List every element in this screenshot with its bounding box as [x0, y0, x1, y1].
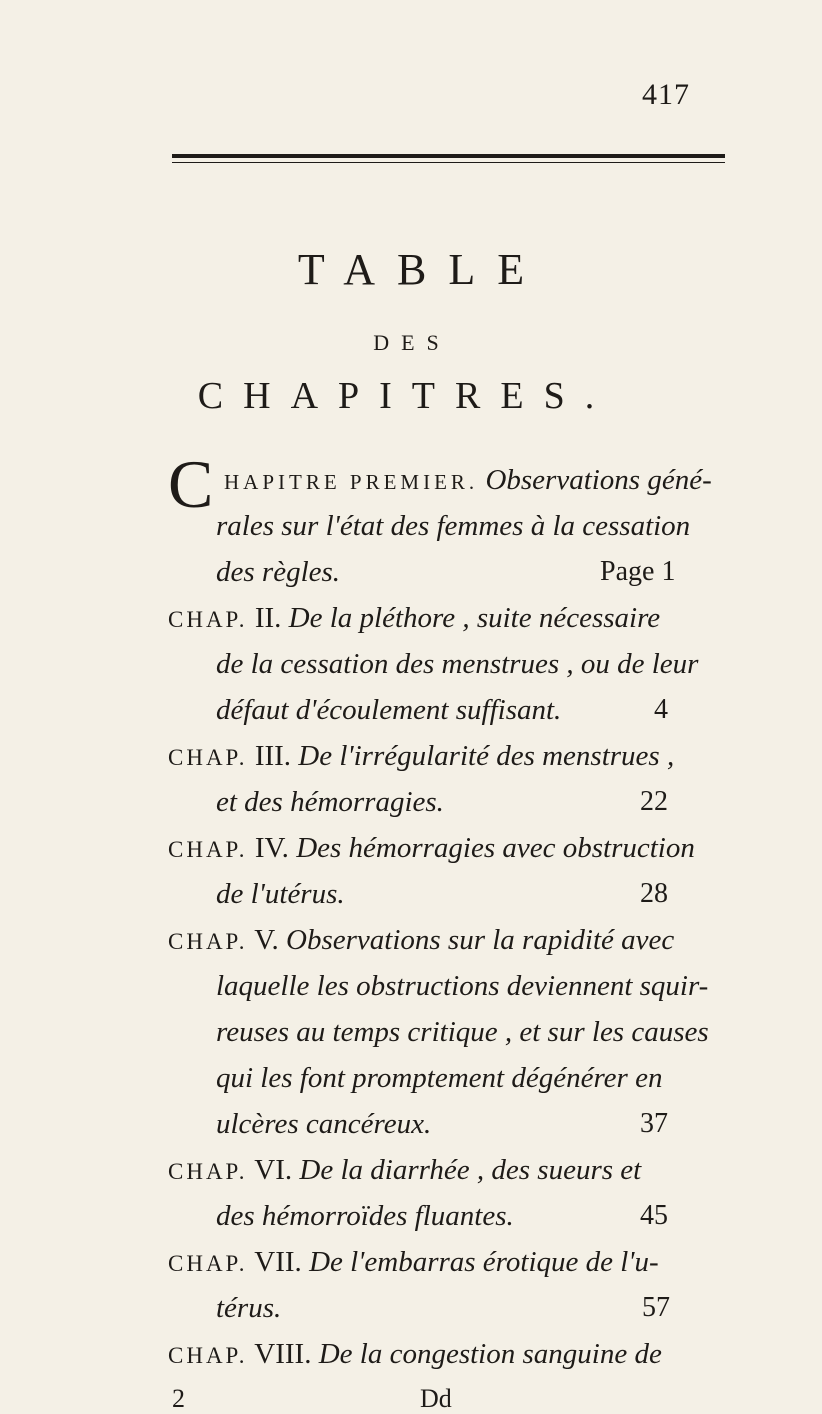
toc-entry-line — [168, 1152, 641, 1190]
page-reference: 22 — [640, 786, 668, 817]
chapter-title-line: reuses au temps critique , et sur les causes — [216, 1016, 709, 1048]
page-reference: 28 — [640, 878, 668, 909]
toc-entry-line — [168, 738, 674, 776]
chapter-title-line: De la pléthore , suite nécessaire — [288, 602, 661, 634]
chapter-label: CHAP. — [168, 837, 248, 862]
chapter-title-line: Observations sur la rapidité avec — [286, 924, 675, 956]
chapter-number: VII. — [254, 1246, 302, 1278]
chapter-title-line: et des hémorragies. — [216, 786, 444, 818]
chapter-title-line: De la congestion sanguine de — [318, 1338, 662, 1370]
toc-entry-line — [168, 600, 660, 638]
chapter-number: IV. — [254, 832, 289, 864]
chapter-title-line: ulcères cancéreux. — [216, 1108, 432, 1140]
page-reference: 37 — [640, 1108, 668, 1139]
heading-table: TABLE — [297, 245, 547, 294]
page-reference: 45 — [640, 1200, 668, 1231]
chapter-title-line: De l'embarras érotique de l'u- — [309, 1246, 659, 1278]
heading-chapitres: CHAPITRES. — [197, 375, 615, 417]
footer-mark: 2 — [172, 1384, 185, 1413]
chapter-title-line: laquelle les obstructions deviennent squir- — [216, 970, 709, 1002]
page-value: 1 — [661, 556, 676, 587]
chapter-title-line: De la diarrhée , des sueurs et — [299, 1154, 642, 1186]
page-number: 417 — [642, 78, 690, 111]
heading-des: DES — [373, 330, 451, 355]
chapter-label: CHAP. — [168, 929, 248, 954]
page-reference — [600, 554, 675, 590]
toc-entry-line — [168, 922, 674, 960]
toc-entry-line — [168, 1336, 662, 1374]
chapter-title-line: de l'utérus. — [216, 878, 345, 910]
toc-entry-line — [168, 830, 695, 868]
chapter-title-line: térus. — [216, 1292, 282, 1324]
chapter-title-line: Observations géné- — [485, 464, 712, 496]
drop-cap: C — [168, 446, 214, 522]
chapter-title-line: de la cessation des menstrues , ou de leur — [216, 648, 699, 680]
header-rule-thick — [172, 154, 725, 158]
chapter-number: II. — [254, 602, 282, 634]
chapter-title-line: défaut d'écoulement suffisant. — [216, 694, 562, 726]
chapter-number: V. — [254, 924, 279, 956]
toc-entry-line — [224, 462, 712, 500]
chapter-label: CHAP. — [168, 1159, 248, 1184]
chapter-label: CHAP. — [168, 1251, 248, 1276]
page-reference: 57 — [642, 1292, 670, 1323]
signature-mark: Dd — [420, 1384, 452, 1413]
page-prefix: Page — [600, 556, 655, 587]
chapter-number: VI. — [254, 1154, 293, 1186]
chapter-number: VIII. — [254, 1338, 312, 1370]
chapter-label: HAPITRE PREMIER. — [224, 470, 479, 494]
chapter-title-line: rales sur l'état des femmes à la cessation — [216, 510, 691, 542]
chapter-label: CHAP. — [168, 745, 248, 770]
chapter-title-line: qui les font promptement dégénérer en — [216, 1062, 663, 1094]
header-rule-thin — [172, 162, 725, 163]
chapter-title-line: Des hémorragies avec obstruction — [296, 832, 695, 864]
toc-entry-line — [168, 1244, 659, 1282]
chapter-title-line: des hémorroïdes fluantes. — [216, 1200, 514, 1232]
chapter-number: III. — [254, 740, 292, 772]
page-reference: 4 — [654, 694, 668, 725]
chapter-title-line: De l'irrégularité des menstrues , — [298, 740, 675, 772]
chapter-label: CHAP. — [168, 1343, 248, 1368]
chapter-title-line: des règles. — [216, 556, 341, 588]
chapter-label: CHAP. — [168, 607, 248, 632]
